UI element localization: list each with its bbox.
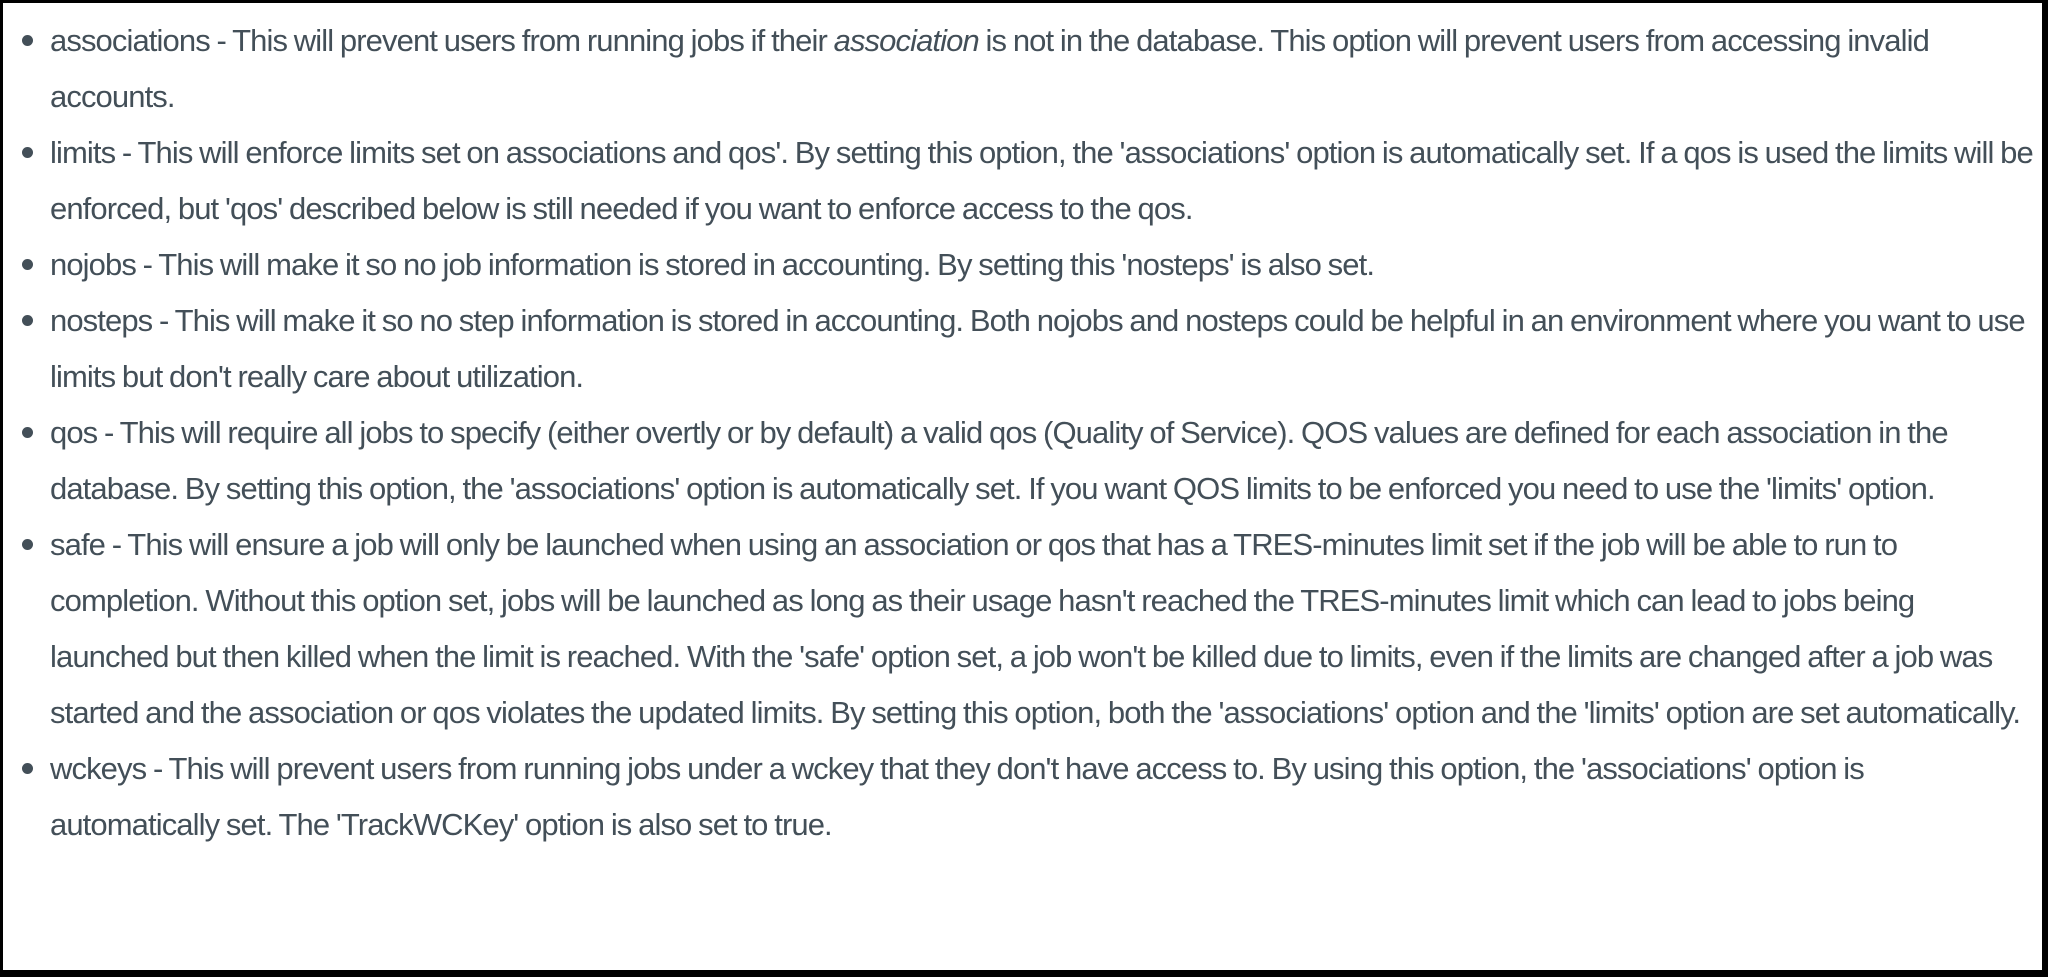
item-text: nojobs - This will make it so no job information is stored in accounting. By setting this 'nosteps' is also set. bbox=[50, 247, 1375, 282]
list-item-wckeys bbox=[3, 741, 2033, 853]
item-text: safe - This will ensure a job will only be launched when using an association or qos that has a TRES-minutes limit set if the job will be able to run to completion. Without this option set, jobs will be launched as long as their usage hasn't reached the TRES-minutes limit which can lead to jobs being launched but then killed when the limit is reached. With the 'safe' option set, a job won't be killed due to limits, even if the limits are changed after a job was started and the association or qos violates the updated limits. By setting this option, both the 'associations' option and the 'limits' option are set automatically. bbox=[50, 527, 2021, 730]
list-item-qos bbox=[3, 405, 2033, 517]
bullet-icon bbox=[22, 35, 33, 46]
list-item-limits bbox=[3, 125, 2033, 237]
item-text: wckeys - This will prevent users from running jobs under a wckey that they don't have access to. By using this option, the 'associations' option is automatically set. The 'TrackWCKey' option is also set to true. bbox=[50, 751, 1864, 842]
list-item-nosteps bbox=[3, 293, 2033, 405]
item-emphasis: association bbox=[833, 23, 979, 58]
item-text: qos - This will require all jobs to specify (either overtly or by default) a valid qos (Quality of Service). QOS values are defined for each association in the database. By setting this option, the 'associations' option is automatically set. If you want QOS limits to be enforced you need to use the 'limits' option. bbox=[50, 415, 1948, 506]
bullet-icon bbox=[22, 427, 33, 438]
item-text-before: associations - This will prevent users from running jobs if their bbox=[50, 23, 834, 58]
bullet-icon bbox=[22, 147, 33, 158]
enforcement-options-list bbox=[3, 13, 2033, 853]
list-item-associations bbox=[3, 13, 2033, 125]
bullet-icon bbox=[22, 763, 33, 774]
item-text: limits - This will enforce limits set on associations and qos'. By setting this option, the 'associations' option is automatically set. If a qos is used the limits will be enforced, but 'qos' described below is still needed if you want to enforce access to the qos. bbox=[50, 135, 2033, 226]
document-panel bbox=[3, 3, 2042, 970]
list-item-safe bbox=[3, 517, 2033, 741]
bullet-icon bbox=[22, 315, 33, 326]
list-item-nojobs bbox=[3, 237, 2033, 293]
item-text: nosteps - This will make it so no step information is stored in accounting. Both nojobs and nosteps could be helpful in an environment where you want to use limits but don't really care about utilization. bbox=[50, 303, 2025, 394]
bullet-icon bbox=[22, 539, 33, 550]
bullet-icon bbox=[22, 259, 33, 270]
item-text-after: is not in the database. This option will prevent users from accessing invalid accounts. bbox=[50, 23, 1929, 114]
